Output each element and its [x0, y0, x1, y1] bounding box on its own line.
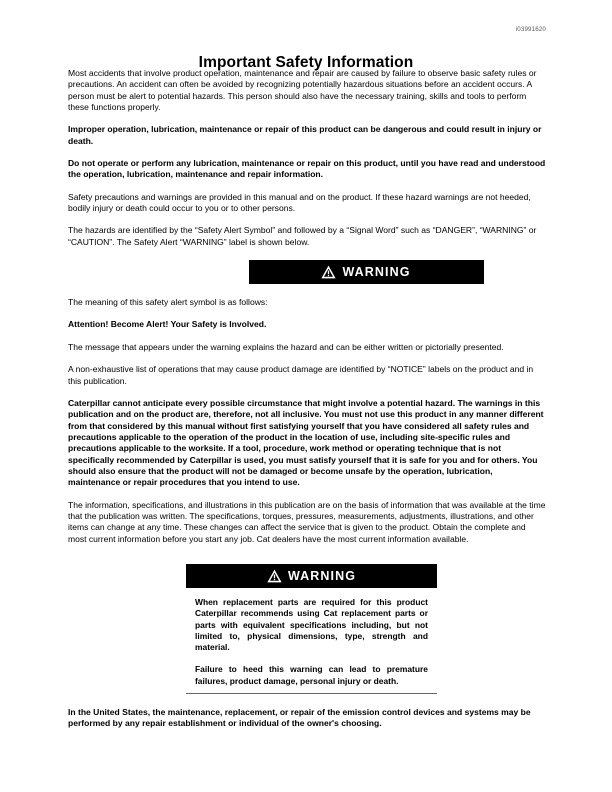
- paragraph-meaning-symbol: The meaning of this safety alert symbol is as follows:: [68, 297, 268, 308]
- paragraph-notice-labels: A non-exhaustive list of operations that may cause product damage are identified by “NOTICE” labels on the product and in this publication.: [68, 364, 534, 386]
- paragraph-united-states-emission: In the United States, the maintenance, replacement, or repair of the emission control devices and systems may be performed by any repair establishment or individual of the owner's choosing.: [68, 707, 531, 729]
- warning-banner-1-label: WARNING: [342, 265, 411, 280]
- paragraph-message-explains: The message that appears under the warning explains the hazard and can be either written or pictorially presented.: [68, 341, 504, 352]
- paragraph-improper-operation: Improper operation, lubrication, maintenance or repair of this product can be dangerous and could result in injury or death.: [68, 124, 542, 146]
- page-title: Important Safety Information: [198, 54, 414, 72]
- document-body: [68, 68, 546, 730]
- document-id-code: i03991620: [515, 26, 546, 33]
- warning-banner-2-label: WARNING: [287, 568, 357, 583]
- warning-banner-2-body: [186, 588, 437, 687]
- paragraph-caterpillar-disclaimer: Caterpillar cannot anticipate every possible circumstance that might involve a potential hazard. The warnings in this publication and on the product are, therefore, not all inclusive. You must not use this product in any manner different from that considered by this manual without first satisfying yourself that you have considered all safety rules and precautions applicable to the operation of the product in the location of use, including site-specific rules and precautions applicable to the worksite. If a tool, procedure, work method or operating technique that is not specifically recommended by Caterpillar is used, you must satisfy yourself that it is safe for you and for others. You should also ensure that the product will not be damaged or become unsafe by the operation, lubrication, maintenance or repair procedures that you intend to use.: [68, 397, 544, 488]
- warning-2-text-failure-to-heed: Failure to heed this warning can lead to premature failures, product damage, personal injury or death.: [195, 664, 428, 686]
- paragraph-accidents: Most accidents that involve product operation, maintenance and repair are caused by failure to observe basic safety rules or precautions. An accident can often be avoided by recognizing potentially hazardous situations before an accident occurs. A person must be alert to potential hazards. This person should also have the necessary training, skills and tools to perform these functions properly.: [68, 68, 537, 113]
- warning-triangle-icon: [267, 569, 282, 583]
- paragraph-attention-alert: Attention! Become Alert! Your Safety is Involved.: [68, 319, 267, 330]
- warning-banner-1-wrapper: [68, 260, 546, 284]
- paragraph-safety-precautions: Safety precautions and warnings are provided in this manual and on the product. If these hazard warnings are not heeded, bodily injury or death could occur to you or to other persons.: [68, 191, 531, 214]
- paragraph-do-not-operate: Do not operate or perform any lubrication, maintenance or repair on this product, until you have read and understood the operation, lubrication, maintenance and repair information.: [68, 158, 546, 180]
- warning-box-divider: [186, 693, 437, 694]
- warning-2-text-replacement-parts: When replacement parts are required for this product Caterpillar recommends using Cat replacement parts or parts with equivalent specifications including, but not limited to, physical dimensions, type, strength and material.: [195, 596, 428, 653]
- warning-banner-2-wrapper: [68, 564, 546, 694]
- warning-banner-1: [249, 260, 484, 284]
- paragraph-information-specifications: The information, specifications, and illustrations in this publication are on the basis of information that was available at the time that the publication was written. The specifications, torques, pressures, measurements, adjustments, illustrations, and other items can change at any time. These changes can affect the service that is given to the product. Obtain the complete and most current information before you start any job. Cat dealers have the most current information available.: [68, 499, 546, 544]
- warning-banner-2: [186, 564, 437, 588]
- warning-triangle-icon: [321, 265, 336, 279]
- paragraph-hazards-identified: The hazards are identified by the “Safety Alert Symbol” and followed by a “Signal Word” such as “DANGER”, “WARNING” or “CAUTION”. The Safety Alert “WARNING” label is shown below.: [68, 225, 537, 247]
